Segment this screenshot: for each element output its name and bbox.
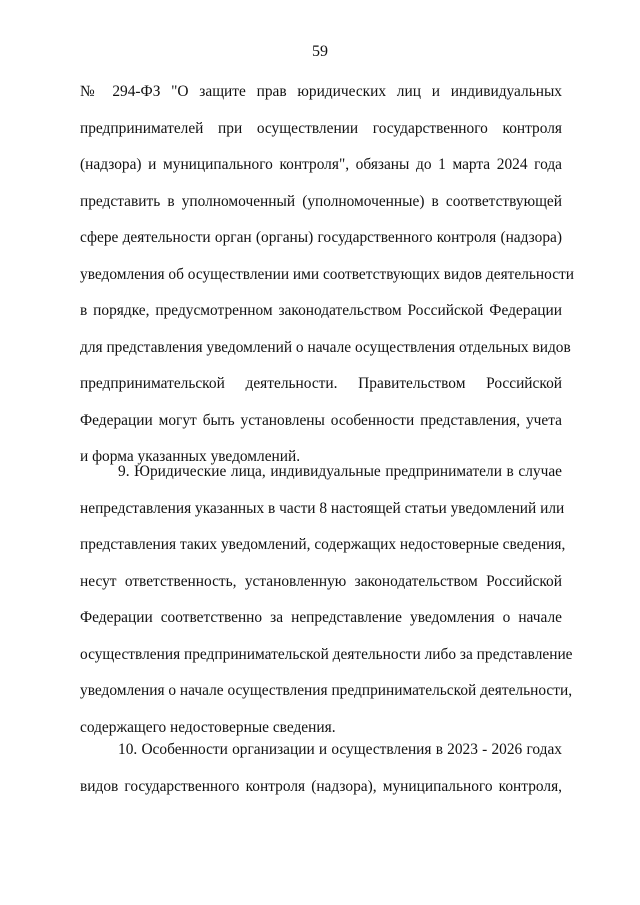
text-line: представить в уполномоченный (уполномоченные) в соответствующей bbox=[80, 192, 562, 210]
text-line: осуществления предпринимательской деятельности либо за представление bbox=[80, 645, 573, 663]
paragraph-continuation bbox=[80, 74, 575, 476]
text-line: 10. Особенности организации и осуществления в 2023 - 2026 годах bbox=[118, 741, 562, 758]
text-line: в порядке, предусмотренном законодательством Российской Федерации bbox=[80, 302, 562, 319]
text-line: (надзора) и муниципального контроля", обязаны до 1 марта 2024 года bbox=[80, 156, 562, 173]
paragraph-item-10 bbox=[80, 732, 562, 805]
text-line: уведомления об осуществлении ими соответствующих видов деятельности bbox=[80, 265, 575, 283]
text-line: Федерации соответственно за непредставление уведомления о начале bbox=[80, 609, 562, 626]
text-line: видов государственного контроля (надзора), муниципального контроля, bbox=[80, 777, 562, 795]
text-line: для представления уведомлений о начале осуществления отдельных видов bbox=[80, 338, 571, 356]
text-line: и форма указанных уведомлений. bbox=[80, 448, 301, 465]
text-line: уведомления о начале осуществления предпринимательской деятельности, bbox=[80, 682, 573, 699]
text-line: содержащего недостоверные сведения. bbox=[80, 718, 336, 736]
text-line: представления таких уведомлений, содержащих недостоверные сведения, bbox=[80, 536, 566, 553]
paragraph-item-9 bbox=[80, 454, 573, 746]
text-line: предпринимателей при осуществлении государственного контроля bbox=[80, 119, 562, 137]
text-line: предпринимательской деятельности. Правительством Российской bbox=[80, 375, 562, 392]
text-line: непредставления указанных в части 8 настоящей статьи уведомлений или bbox=[80, 499, 565, 517]
text-line: несут ответственность, установленную законодательством Российской bbox=[80, 572, 562, 590]
text-line: № 294-ФЗ "О защите прав юридических лиц и индивидуальных bbox=[80, 83, 562, 100]
text-line: 9. Юридические лица, индивидуальные предприниматели в случае bbox=[118, 463, 562, 480]
page-number: 59 bbox=[312, 43, 328, 60]
text-line: сфере деятельности орган (органы) государственного контроля (надзора) bbox=[80, 229, 562, 246]
text-line: Федерации могут быть установлены особенности представления, учета bbox=[80, 411, 562, 429]
